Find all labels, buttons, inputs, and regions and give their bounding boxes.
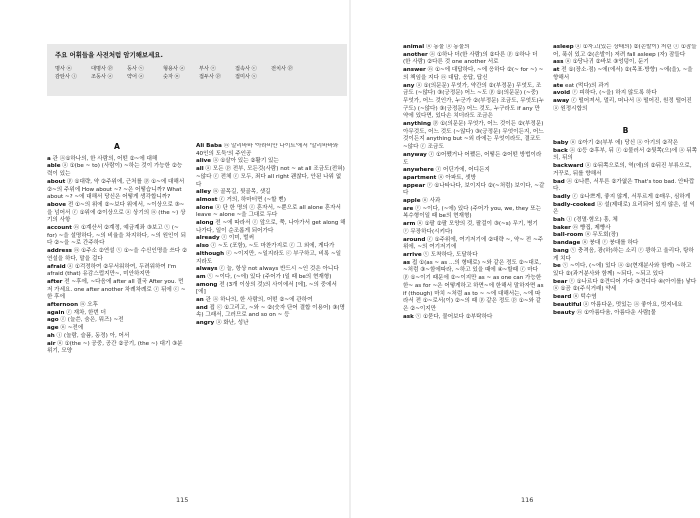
abbr-item: 감탄사 ⓘ [55,74,77,80]
abbr-item: 부사 ⓡ [199,66,216,72]
dictionary-entry [196,197,346,205]
right-column-2 [553,44,698,484]
left-page [0,0,349,518]
dictionary-entry [553,163,698,178]
headword: anyway [403,151,427,158]
definition: ⓥ ①묻다, 물어보다 ②부탁하다 [413,313,493,320]
definition: ⓝ ~전에 [58,325,84,332]
headword: animal [403,44,425,50]
headword: are [403,205,414,212]
headword: appear [403,182,426,189]
dictionary-entry [47,279,187,302]
definition: ⓝ 사과 [420,198,441,205]
definition: ⓡ 늘, 항상 not always 반드시 ~인 것은 아니다 [217,266,339,273]
definition: ⓝ ①주소 ②연설 ⓥ ①~을 수신인명을 쓰다 ②연설을 하다, 말을 걸다 [47,248,187,262]
headword: as [403,259,411,266]
abbr-item: 전치사 ⓟ [271,66,293,72]
headword: am [196,273,206,280]
definition: ⓝ 턱수염 [571,294,597,301]
dictionary-entry [403,206,545,221]
headword: anything [403,121,431,128]
definition: ⓐ ①(의문문) 무엇가, 약간의 ②(부정문) 무엇도, 조금도 (~않다) ③(긍정문) 어느 ~도 ⓟ ①(의문문) (~중) 무엇가, 어느 것인가, 누군가 ②(부정문) 조금도, 무엇도(누구도) (~않다) ③(긍정문) 어느 것도, 누구라도 if any 만약에 있다면, 있다손 치더라도 조금은 [403,82,545,120]
dictionary-entry [553,140,698,148]
dictionary-entry [403,183,545,198]
definition: ⓥ ~이다, (~에) 있다 ⓐ ①(현재분사와 함께) ~하고 있다 ②(과거분사와 함께) ~되다, ~되고 있다 [553,263,692,277]
abbr-item: 명사 ⓝ [55,66,72,72]
headword: bad [553,178,565,185]
abbr-item: 동사 ⓥ [127,66,144,72]
dictionary-entry [403,175,545,183]
headword: an [196,297,204,304]
definition: ⓥ ~이다, (~에) 있다 (주어가 you, we, they 또는 복수형이일 때 be의 현재형) [403,205,542,220]
definition: ⓐ 설(제대로) 요리되어 있지 않은, 설 익은 [553,201,695,216]
abbr-item: 접두사 ⓟ [199,74,221,80]
dictionary-entry [553,240,698,248]
headword: already [196,235,220,242]
left-column-1 [47,143,187,488]
definition: ⓥ 도착하다, 도달하다 [421,251,478,258]
definition: ⓐ 화난, 성난 [214,320,249,327]
definition: ⓝ 알리바바 '아라비안 나이트'에서 '알리바바와 40인의 도둑'의 주인공 [196,143,339,157]
dictionary-entry [403,44,545,52]
headword: backward [553,163,584,170]
page-number: 115 [176,496,189,504]
headword: away [553,97,570,104]
definition: ⓐ ①걱정하여 ②무서워하여, 두려워하여 I'm afraid (that) 유감스럽지만~, 미안하지만 [47,263,177,278]
definition: 전 (3개 이상의 것)의 사이에서 [에], ~의 중에서[에] [196,281,337,296]
entry-list [403,44,545,321]
definition: ⓡ ①주위에, 여기저기에 ②대략 ~, 약~ 전 ~주위에, ~의 여기저기에 [403,236,544,251]
dictionary-entry [47,225,187,248]
dictionary-entry [47,341,187,356]
definition: 관 ⓐ①하나의, 한 사람의, 어떤 ②~에 대해 [50,155,158,162]
dictionary-entry [553,59,698,67]
abbr-item: 접속사 ⓒ [235,66,257,72]
headword: ask [403,313,414,320]
headword: after [47,278,63,285]
headword: ass [553,59,564,66]
dictionary-entry [47,163,187,178]
headword: almost [196,196,218,203]
dictionary-entry [196,189,346,197]
definition: ⓡ 이미, 벌써 [219,235,254,242]
headword: ate [553,82,564,89]
dictionary-entry [403,198,545,206]
headword: account [47,225,72,232]
headword: around [403,236,426,243]
section-letter-a: A [114,143,120,151]
headword: air [47,340,56,347]
dictionary-entry [47,179,187,202]
headword: afternoon [47,302,79,309]
dictionary-entry [553,310,698,318]
headword: afraid [47,263,66,270]
headword: arm [403,221,416,228]
dictionary-entry [403,167,545,175]
definition: ⓐ ①등 ②후부, 뒤 ⓡ ①물러서 ②뒷쪽(으)에 ⓐ 뒤쪽의, 뒤의 [553,147,698,162]
definition: ⓘ (경멸·혐오) 흥, 체 [564,217,618,224]
headword: bandage [553,240,581,247]
dictionary-entry [196,297,346,305]
definition: ⓝ ①팔 ②팔 모양의 것, 팔걸이 ③(~s) 무기, 병기 ⓥ 무장하다(시키다) [403,221,538,235]
abbr-item: 숫자 ⓝ [163,74,180,80]
definition: ⓝ ①~에 대답하다, ~에 응하다 ②(~ for ~) ~의 책임을 지다 ⓝ 대답, 응답, 답신 [403,67,544,81]
headword: beautiful [553,301,582,308]
definition: ⓒ ~이지만, ~일지라도 ⓒ 부구하고, 비록 ~일지라도 [196,250,342,265]
entry-list [196,143,346,328]
dictionary-entry [553,44,698,59]
dictionary-entry [196,143,346,158]
dictionary-entry [196,274,346,282]
dictionary-entry [47,202,187,225]
headword: address [47,248,72,255]
headword: ah [47,332,55,339]
dictionary-entry [553,179,698,194]
abbreviation-row [55,73,339,81]
headword: among [196,281,218,288]
headword: badly [553,193,571,200]
definition: ⓡ 떨어져서, 멀리, 떠나서 ⓐ 떨어진, 원정 떨어진 ⓐ 원정시합의 [553,97,692,112]
definition: ⓡ ①나쁘게, 좋지 않게, 서투르게 ②매우, 심하게 [570,193,691,200]
headword: apartment [403,174,437,181]
dictionary-entry [553,217,698,225]
dictionary-entry [47,302,187,310]
definition: ⓝ 아파트, 셋방 [436,174,476,181]
headword: above [47,201,67,208]
headword: baby [553,140,569,147]
definition: ⓝ 오후 [78,302,99,309]
dictionary-entry [196,158,346,166]
definition: ⓐ ①나쁜, 서투른 ②가엾은 That's too bad. 안타깝다. [553,178,695,193]
definition: ⓝ 동물 ⓐ 동물의 [424,44,470,50]
headword: alone [196,204,214,211]
dictionary-entry [196,320,346,328]
dictionary-entry [47,325,187,333]
abbr-item: 조동사 ⓐ [91,74,113,80]
definition: 관 ⓐ 하나의, 한 사람의, 어떤 ②~에 관하여 [203,297,313,304]
definition: ⓝ 무도회(장) [583,232,619,239]
entry-list [553,44,698,113]
definition: ⓐ 아름다운, 멋있는 ⓐ 좋아요, 멋지네요 [581,301,683,308]
right-column-1 [403,44,545,484]
definition: ⓘ (놀람, 슬픔, 동정) 아, 어서 [54,332,130,339]
headword: be [553,263,561,270]
entry-list [47,156,187,356]
definition: ⓡ 어딘가에, 어디든지 [433,167,490,174]
headword: all [196,166,204,173]
headword: anywhere [403,167,434,174]
headword: Ali Baba [196,143,222,149]
dictionary-entry [553,294,698,302]
abbr-item: 대명사 ⓟ [91,66,113,72]
dictionary-entry [553,194,698,202]
headword: apple [403,198,421,205]
definition: ⓐ ①(be ~ to) (사람이) ~하는 것이 가능한 ②능력이 있는 [47,163,183,178]
definition: ⓥ ①나타나다, 보이지다 ②(~처럼) 보이다, ~같다 [403,182,545,197]
headword: beard [553,294,572,301]
headword: bah [553,217,565,224]
dictionary-entry [553,263,698,278]
definition: 전 ~에 따라서 ⓡ 앞으로, 쭉, 나아가서 get along 해나가다, 일이 순조롭게 되어가다 [196,220,346,234]
dictionary-entry [403,67,545,82]
definition: ⓐ ①뒤쪽으로의, 역(에)의 ②뒤진 부류으로, 거꾸로, 뒤를 향해서 [553,163,692,177]
definition: 전 ~후에, ~다음에 after all 결국 After you. 먼저 가세요. one after another 차례차례로 ⓡ 뒤에 ⓒ ~한 후에 [47,278,186,301]
abbr-item: 형용사 ⓐ [163,66,185,72]
definition: ⓟ ①(의문문) 무엇가, 어느 것이든 ②(부정문) 아무것도, 어느 것도 (~않다) ③(긍정문) 무엇이든지, 어느 것이든지 anything but ~외 라에는 무엇이라도, 결코도 ~않다 ⓡ 조금도 [403,121,544,151]
dictionary-entry [553,202,698,217]
definition: ⓐ ①하나 더(한 사람)의 ②다른 ⓟ ①하나 더(한 사람) ②다른 것 one another 서로 [403,51,538,66]
page-number: 116 [521,496,534,504]
headword: bang [553,247,569,254]
headword: always [196,266,218,273]
abbreviation-box [47,44,347,96]
definition: ⓝ ①계산서 ②계정, 예금계좌 ③보고 ⓥ (~ for) ~을 설명하다, ~의 비율을 차지하다, ~의 원인이 되다 ②~을 ~로 간주하다 [47,225,186,247]
dictionary-entry [47,333,187,341]
dictionary-entry [196,220,346,235]
headword: bear [553,278,568,285]
section-letter-b: B [622,126,629,136]
dictionary-entry [553,67,698,82]
headword: along [196,220,214,227]
headword: ago [47,317,59,324]
headword: and [196,304,208,311]
headword: also [196,243,209,250]
headword: alley [196,189,212,196]
dictionary-entry [403,221,545,236]
dictionary-entry [403,314,545,322]
dictionary-entry [196,243,346,251]
definition: ⓥ ~이다, (~에) 있다 (주어가 I일 때 be의 현재형) [205,273,332,280]
dictionary-entry [196,282,346,297]
headword: able [47,163,61,170]
headword: back [553,147,568,154]
dictionary-entry [553,98,698,113]
dictionary-entry [403,260,545,314]
dictionary-entry [196,305,346,320]
definition: ⓐ ①자고(있는 상태의) ②(손발이) 저린 ⓡ ①잠들어, 푹쉬 있고 ②(손발이) 저려 fall asleep (자) 잠들다 [553,44,697,58]
dictionary-entry [47,264,187,279]
headword: any [403,82,415,89]
dictionary-entry [553,248,698,263]
headword: answer [403,67,426,74]
definition: ⓡ 재차, 한번 더 [64,309,106,316]
definition: 전 ①(장소·점) ~에(에서) ②(목표·방향) ~에(을), ~을 향해서 [553,67,693,81]
definition: ⓥ 충격음, 광(하)하는 소리 ⓥ 쾅하고 울리다, 탕하게 치다 [553,247,694,262]
definition: eat (먹다)의 과거 [563,82,610,89]
definition: ⓟ ①대략, 약 ②주위에, 근처를 ⓟ ①~에 대해서 ②~의 주위에 How about ~? ~은 어떻습니까? What about ~? ~에 대해서 당신은 어떻게 생각합니까? [47,178,185,201]
headword: avoid [553,90,571,97]
definition: ⓝ 붕대 ⓥ 붕대를 하다 [580,240,639,247]
headword: arrive [403,251,422,258]
entry-list [553,140,698,317]
definition: 전 ①~의 위에 ②~보다 위에서, ~이상으로 ③~을 넘어서 ⓡ ①위에 ②이상으로 ⓐ 상기의 ⓝ (the ~) 상기의 사항 [47,201,186,224]
headword: age [47,325,59,332]
right-page [351,0,700,518]
definition: ⓥ 피하다, (~을) 하지 않도록 하다 [570,90,657,97]
headword: about [47,178,66,185]
definition: 접 ①(as ~ as ...의 형태로) ~와 같은 정도 ②~대로, ~처럼 ③~함에따라, ~하고 있을 때에 ④~할때 ⓡ 마다 ⓟ ①~이기 때문에 ②~이지만 as ~ as one can 가능한 한~ as for ~은 어떻게하고 하면~에 한해서 말하자면 as if (though) 마치 ~처럼 as to ~ ~에 대해서는, ~에 따라서 전 ①~로서(이) ②~의 때 ⓟ 같은 정도 ⓟ ①~와 같은 ②~이지만 [403,259,544,312]
dictionary-entry [196,266,346,274]
definition: ⓐ 모든 ⓟ 전부, 모든것(사람) not ~ at all 조금도(전혀) ~않다 ⓡ 전체 ⓡ 모두, 죄다 all right 괜찮다, 안된 나위 없다 [196,166,345,188]
definition: ⓡ ~도 (포함), ~도 마찬가지로 ⓡ 그 외에, 게다가 [208,243,335,250]
dictionary-entry [196,251,346,266]
definition: 접 ⓒ ①그리고, ~와 ~ ②(숫자 단어 결합 이용어) ③(명속) 그래서, 그러므로 and so on ~ 등 [196,304,345,319]
headword: asleep [553,44,574,50]
dictionary-entry [196,205,346,220]
headword: baker [553,224,571,231]
left-column-2 [196,143,346,488]
dictionary-entry [553,90,698,98]
dictionary-entry [553,148,698,163]
dictionary-entry [553,279,698,294]
headword: badly-cooked [553,201,596,208]
headword: again [47,309,65,316]
dictionary-entry [403,52,545,67]
headword: angry [196,320,215,327]
dictionary-entry [403,152,545,167]
abbreviation-row [55,65,339,73]
headword: alive [196,158,212,165]
dictionary-entry [403,121,545,152]
definition: ⓝ ①당나귀 ②바보 ③엉덩이, 둔기 [563,59,649,66]
headword: at [553,67,560,74]
definition: ⓐ 단 한 명의 ⓡ 혼자서, ~뿐으로 all alone 혼자서 leave ~ alone ~을 그대로 두다 [196,204,341,219]
dictionary-entry [403,83,545,122]
definition: ⓡ ①어쨌거나 어쨌든, 어떻든 ②어떤 방법이라도 [403,151,542,166]
dictionary-entry [196,235,346,243]
headword: a [47,155,51,162]
definition: ⓝ 빵집, 제빵사 [570,224,611,231]
definition: ⓝ ①아름다움, 아름다운 사람[물 [574,309,657,316]
dictionary-entry [196,166,346,189]
headword: another [403,51,428,58]
definition: ⓝ 골목길, 뒷골목, 샛길 [211,189,271,196]
dictionary-entry [403,252,545,260]
definition: ⓡ (늘쓴, 숨은, 뭐즈) ~전 [58,317,124,324]
headword: although [196,250,225,257]
dictionary-entry [403,237,545,252]
abbr-item: 약어 ⓐ [127,74,144,80]
definition: ⓡ 거의, 하마터면 (~할 뻔) [217,196,286,203]
definition: ⓥ ①나르다 ②견디어 가다 ③견디다 ④(아이를) 낳다 ⓝ ①곰 ②(주식거래) 약세 [553,278,697,293]
dictionary-entry [553,302,698,310]
dictionary-entry [47,248,187,263]
definition: ⓝ ①아기 ②(부부 에) 당신 ⓐ 아기의 ②작은 [568,140,679,147]
definition: ⓝ ①(the ~) 공중, 공간 ②공기, (the ~) 대기 ③분위기, 모양 [47,340,183,355]
abbr-item: 접미사 ⓢ [235,74,257,80]
definition: ⓐ ①살아 있는 ②활기 있는 [211,158,279,165]
abbreviation-title: 주요 어휘들을 사전처럼 암기해보세요. [55,51,163,59]
headword: ball-room [553,232,584,239]
headword: beauty [553,309,575,316]
